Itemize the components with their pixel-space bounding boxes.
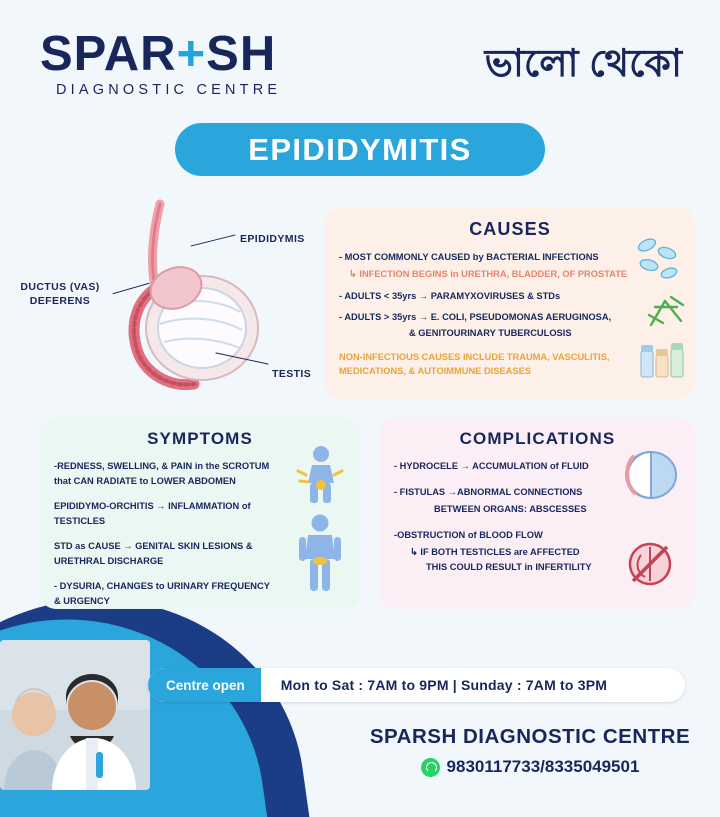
centre-hours-bar <box>148 668 685 702</box>
causes-noninfectious-line1: NON-INFECTIOUS CAUSES INCLUDE TRAUMA, VASCULITIS, <box>339 352 610 362</box>
complications-item-0: - HYDROCELE → ACCUMULATION of FLUID <box>394 461 589 471</box>
bacteria-icon <box>633 235 685 281</box>
footer-phone <box>360 757 700 777</box>
symptoms-item-0: -REDNESS, SWELLING, & PAIN in the SCROTUM that CAN RADIATE to LOWER ABDOMEN <box>54 461 270 486</box>
whatsapp-icon <box>421 758 440 777</box>
cross-icon: + <box>176 27 207 81</box>
label-testis: TESTIS <box>272 368 312 380</box>
page-title-text: EPIDIDYMITIS <box>248 131 472 167</box>
person-standing-icon <box>294 513 346 595</box>
brand-logo <box>40 27 282 98</box>
symptoms-body <box>40 449 284 609</box>
page-title <box>175 123 545 176</box>
doctor-photo <box>0 640 150 790</box>
label-ductus-line2: DEFERENS <box>29 295 91 307</box>
medication-bottles-icon <box>635 331 687 383</box>
complications-card <box>380 417 695 609</box>
footer-phone-number: 9830117733/8335049501 <box>446 757 640 776</box>
centre-open-label: Centre open <box>148 668 261 702</box>
virus-icon <box>643 291 689 333</box>
header <box>0 14 720 110</box>
complications-item-2-sub-line1: ↳ IF BOTH TESTICLES are AFFECTED <box>410 547 580 557</box>
causes-noninfectious-line2: MEDICATIONS, & AUTOIMMUNE DISEASES <box>339 366 531 376</box>
causes-item-2-cont: & GENITOURINARY TUBERCULOSIS <box>409 328 572 338</box>
brand-name-part2: SH <box>206 27 277 81</box>
brand-tagline: DIAGNOSTIC CENTRE <box>56 82 282 98</box>
causes-item-1: - ADULTS < 35yrs → PARAMYXOVIRUSES & STDs <box>339 291 561 301</box>
footer-centre-name: SPARSH DIAGNOSTIC CENTRE <box>369 725 691 748</box>
symptoms-card <box>40 417 360 609</box>
infertility-blocked-icon <box>621 535 679 593</box>
complications-body <box>380 449 623 575</box>
complications-heading: COMPLICATIONS <box>459 429 616 448</box>
person-pain-icon <box>288 443 352 507</box>
hydrocele-icon <box>617 445 685 503</box>
causes-item-2: - ADULTS > 35yrs → E. COLI, PSEUDOMONAS AERUGINOSA, <box>339 312 612 322</box>
causes-heading: CAUSES <box>469 219 551 239</box>
complications-item-2-sub <box>410 545 609 575</box>
brand-name-part1: SPAR <box>40 27 177 81</box>
complications-item-1: - FISTULAS →ABNORMAL CONNECTIONS <box>394 487 583 497</box>
causes-card <box>325 207 695 399</box>
label-epididymis: EPIDIDYMIS <box>240 233 305 245</box>
brand-name <box>40 27 281 81</box>
symptoms-item-2: STD as CAUSE → GENITAL SKIN LESIONS & URETHRAL DISCHARGE <box>54 541 253 566</box>
centre-open-hours: Mon to Sat : 7AM to 9PM | Sunday : 7AM to 3PM <box>280 677 608 693</box>
symptoms-item-3: - DYSURIA, CHANGES to URINARY FREQUENCY & URGENCY <box>54 581 270 606</box>
label-ductus-deferens <box>10 280 110 308</box>
complications-item-2-sub-line2: THIS COULD RESULT in INFERTILITY <box>426 562 592 572</box>
label-ductus-line1: DUCTUS (VAS) <box>20 281 100 293</box>
causes-subitem: ↳ INFECTION BEGINS in URETHRA, BLADDER, OF PROSTATE <box>349 269 628 279</box>
symptoms-item-1: EPIDIDYMO-ORCHITIS → INFLAMMATION of TESTICLES <box>54 501 251 526</box>
symptoms-heading: SYMPTOMS <box>147 429 253 448</box>
complications-item-2: -OBSTRUCTION of BLOOD FLOW <box>394 530 543 540</box>
complications-item-1-cont: BETWEEN ORGANS: ABSCESSES <box>434 504 587 514</box>
bangla-tagline: ভালো থেকো <box>484 43 682 85</box>
causes-noninfectious <box>339 350 681 378</box>
causes-item-0: - MOST COMMONLY CAUSED by BACTERIAL INFECTIONS <box>339 252 599 262</box>
